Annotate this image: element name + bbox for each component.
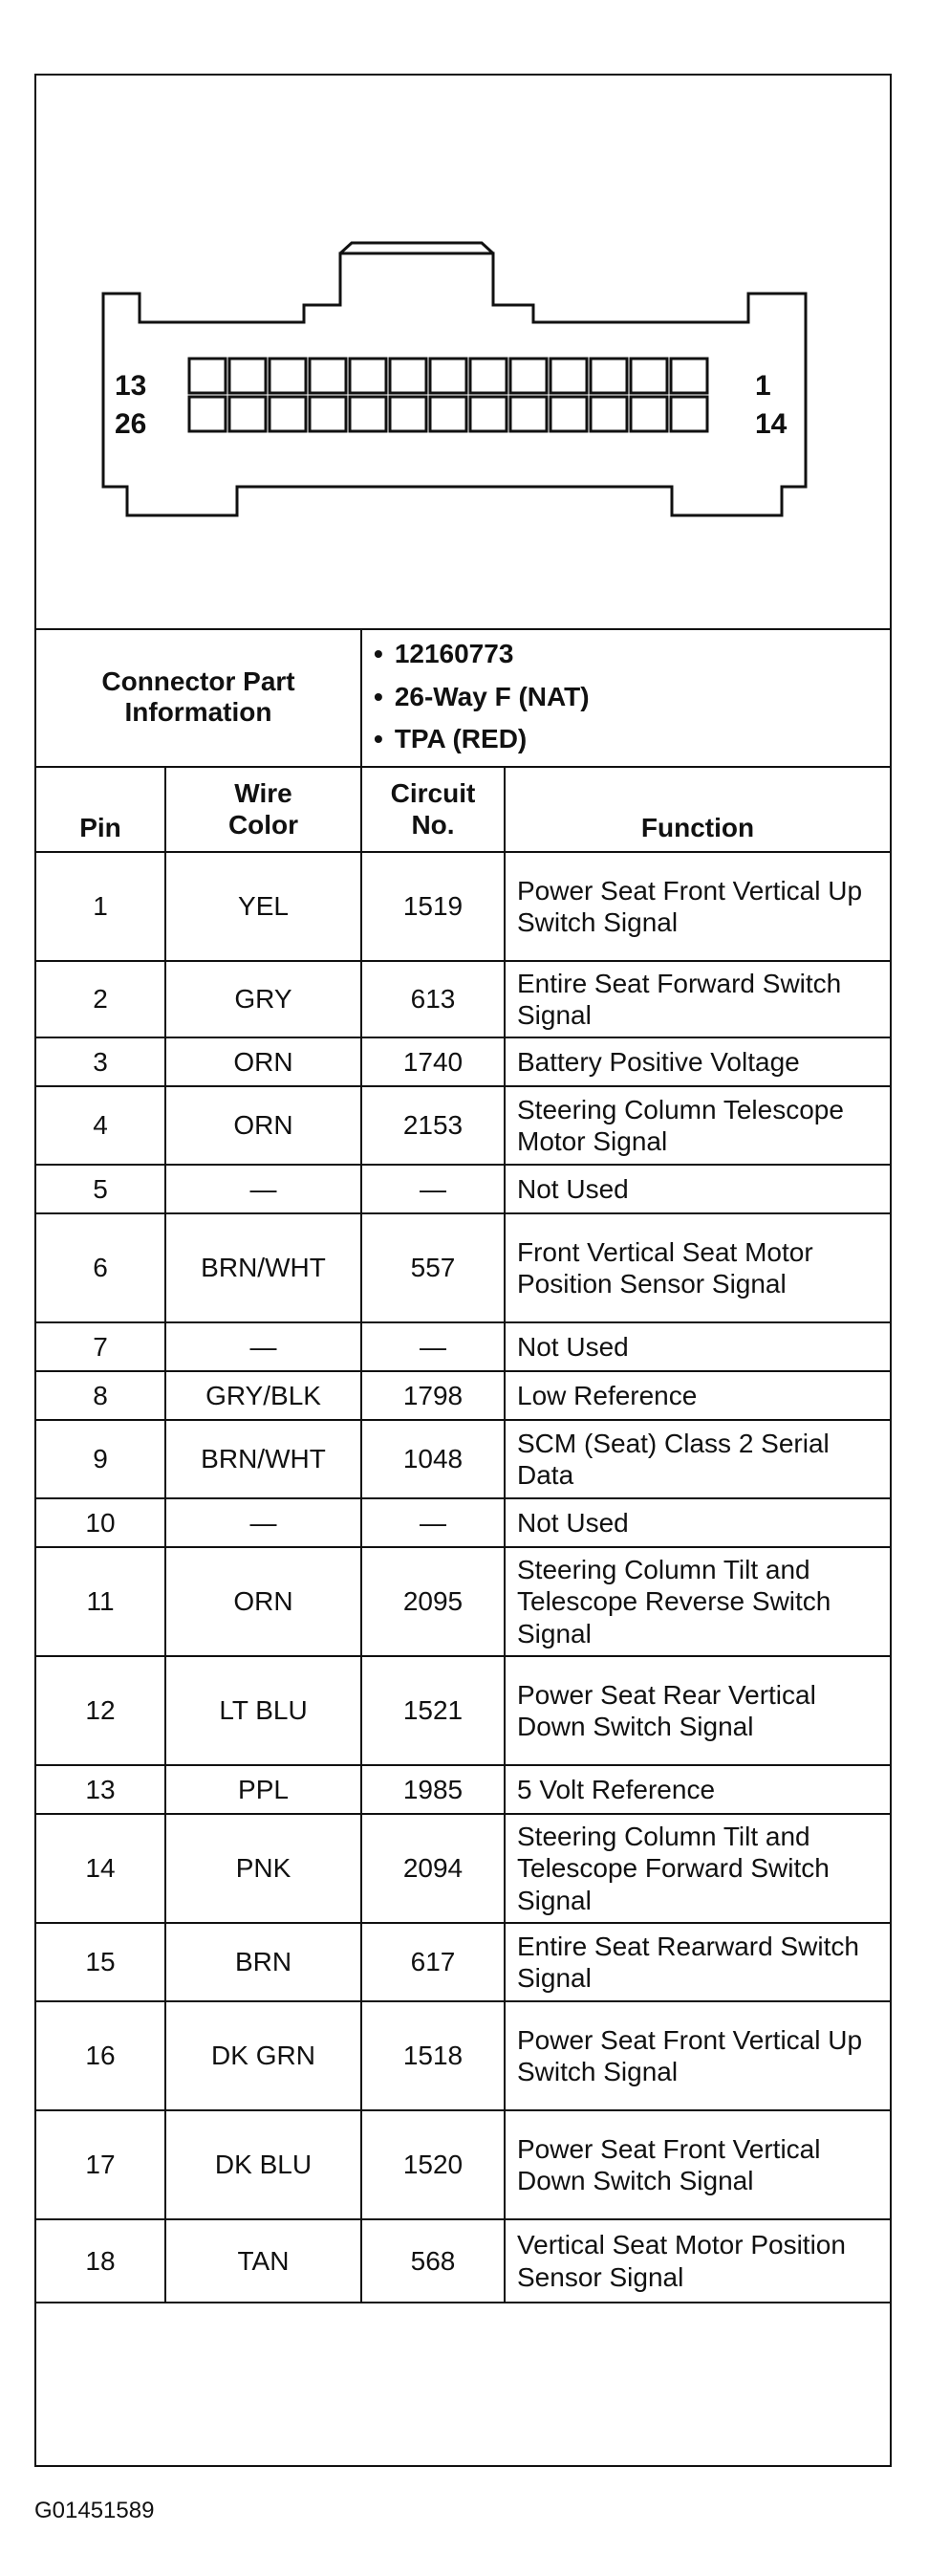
wire-color-cell: TAN [165,2219,361,2303]
pin-cavity [189,359,226,393]
function-cell: Front Vertical Seat Motor Position Sensor Signal [505,1213,890,1322]
connector-info-list [374,633,878,761]
connector-way-count: • 26-Way F (NAT) [374,676,878,719]
wire-color-cell: BRN [165,1923,361,2001]
function-cell: Steering Column Tilt and Telescope Reverse Switch Signal [505,1547,890,1656]
table-row [36,1086,890,1165]
table-row [36,1547,890,1656]
header-circuit-no: Circuit No. [361,767,505,852]
function-cell: Battery Positive Voltage [505,1037,890,1086]
pin-cavity [350,397,386,431]
function-cell: Power Seat Front Vertical Up Switch Signal [505,2001,890,2110]
pin-cavity [631,397,667,431]
function-cell: Not Used [505,1498,890,1547]
pin-cell: 4 [36,1086,165,1165]
pin-cell: 17 [36,2110,165,2219]
wire-color-cell: — [165,1165,361,1213]
wire-color-cell: GRY [165,961,361,1037]
circuit-no-cell: — [361,1322,505,1371]
function-cell: Not Used [505,1165,890,1213]
pin-cavity [390,359,426,393]
pin-cavity [229,397,266,431]
pin-cell: 15 [36,1923,165,2001]
circuit-no-cell: — [361,1498,505,1547]
circuit-no-cell: 1048 [361,1420,505,1498]
table-row [36,1765,890,1814]
pin-cavity [671,359,707,393]
wire-color-cell: ORN [165,1086,361,1165]
pin-label-26: 26 [115,408,147,440]
table-row [36,1371,890,1420]
header-row [36,767,890,852]
pin-cavity [350,359,386,393]
function-cell: Vertical Seat Motor Position Sensor Signal [505,2219,890,2303]
table-row [36,961,890,1037]
circuit-no-cell: 1520 [361,2110,505,2219]
circuit-no-cell: 1985 [361,1765,505,1814]
connector-info-list-cell [361,628,890,767]
table-row [36,1656,890,1765]
pin-cavity [189,397,226,431]
pin-cell: 5 [36,1165,165,1213]
table-row [36,1498,890,1547]
pin-cavity [510,359,547,393]
table-row [36,1165,890,1213]
wire-color-cell: — [165,1498,361,1547]
pin-cavity [591,397,627,431]
connector-lock-tab [340,243,493,253]
connector-diagram [36,76,890,630]
wire-color-cell: PPL [165,1765,361,1814]
pin-cavity-grid [189,359,707,431]
pin-cell: 3 [36,1037,165,1086]
pin-label-14: 14 [755,408,788,440]
function-cell: Steering Column Tilt and Telescope Forward Switch Signal [505,1814,890,1923]
wire-color-cell: PNK [165,1814,361,1923]
circuit-no-cell: 2153 [361,1086,505,1165]
circuit-no-cell: 1519 [361,852,505,961]
pin-cell: 18 [36,2219,165,2303]
table-row [36,1322,890,1371]
pin-cavity [470,397,507,431]
connector-housing-outline [103,253,806,515]
pin-cavity [390,397,426,431]
pin-cavity [310,397,346,431]
wire-color-cell: DK GRN [165,2001,361,2110]
circuit-no-cell: 1521 [361,1656,505,1765]
pin-cell: 10 [36,1498,165,1547]
pin-cell: 7 [36,1322,165,1371]
header-pin: Pin [36,767,165,852]
pin-cell: 8 [36,1371,165,1420]
function-cell: Low Reference [505,1371,890,1420]
pin-label-13: 13 [115,370,147,402]
wire-color-cell: BRN/WHT [165,1420,361,1498]
pin-cell: 16 [36,2001,165,2110]
connector-sheet [34,74,892,2467]
table-row [36,2110,890,2219]
function-cell: Steering Column Telescope Motor Signal [505,1086,890,1165]
pin-cavity [229,359,266,393]
table-row [36,1037,890,1086]
function-cell: Entire Seat Forward Switch Signal [505,961,890,1037]
pin-cavity [470,359,507,393]
circuit-no-cell: 2095 [361,1547,505,1656]
wire-color-cell: ORN [165,1547,361,1656]
pin-cell: 1 [36,852,165,961]
table-row [36,852,890,961]
connector-info-label: Connector Part Information [36,628,361,767]
wire-color-cell: YEL [165,852,361,961]
circuit-no-cell: 2094 [361,1814,505,1923]
circuit-no-cell: 1740 [361,1037,505,1086]
function-cell: Entire Seat Rearward Switch Signal [505,1923,890,2001]
function-cell: Power Seat Rear Vertical Down Switch Signal [505,1656,890,1765]
pin-cavity [270,397,306,431]
wire-color-cell: — [165,1322,361,1371]
pin-cell: 12 [36,1656,165,1765]
pin-cavity [430,359,466,393]
pin-cell: 14 [36,1814,165,1923]
connector-face-drawing [36,76,890,628]
table-row [36,1420,890,1498]
connector-tpa: • TPA (RED) [374,718,878,761]
pin-cell: 9 [36,1420,165,1498]
wire-color-cell: BRN/WHT [165,1213,361,1322]
pinout-table [36,628,890,2303]
pin-cavity [591,359,627,393]
function-cell: Not Used [505,1322,890,1371]
wire-color-cell: LT BLU [165,1656,361,1765]
table-row [36,1814,890,1923]
pin-cavity [550,359,587,393]
table-row [36,1923,890,2001]
table-row [36,1213,890,1322]
pin-cell: 11 [36,1547,165,1656]
circuit-no-cell: 1798 [361,1371,505,1420]
connector-info-row [36,628,890,767]
pin-cavity [550,397,587,431]
figure-id: G01451589 [34,2498,155,2523]
function-cell: 5 Volt Reference [505,1765,890,1814]
header-wire-color: Wire Color [165,767,361,852]
circuit-no-cell: 617 [361,1923,505,2001]
wire-color-cell: DK BLU [165,2110,361,2219]
pin-cavity [510,397,547,431]
pin-cell: 6 [36,1213,165,1322]
pin-cavity [430,397,466,431]
pin-cavity [631,359,667,393]
wire-color-cell: ORN [165,1037,361,1086]
function-cell: Power Seat Front Vertical Up Switch Signal [505,852,890,961]
pin-label-1: 1 [755,370,771,402]
pin-cell: 2 [36,961,165,1037]
function-cell: Power Seat Front Vertical Down Switch Signal [505,2110,890,2219]
table-row [36,2001,890,2110]
header-function: Function [505,767,890,852]
pin-cavity [310,359,346,393]
circuit-no-cell: — [361,1165,505,1213]
wire-color-cell: GRY/BLK [165,1371,361,1420]
pin-cavity [270,359,306,393]
connector-part-number: • 12160773 [374,633,878,676]
circuit-no-cell: 557 [361,1213,505,1322]
pin-cell: 13 [36,1765,165,1814]
circuit-no-cell: 613 [361,961,505,1037]
table-row [36,2219,890,2303]
circuit-no-cell: 568 [361,2219,505,2303]
function-cell: SCM (Seat) Class 2 Serial Data [505,1420,890,1498]
circuit-no-cell: 1518 [361,2001,505,2110]
pin-cavity [671,397,707,431]
